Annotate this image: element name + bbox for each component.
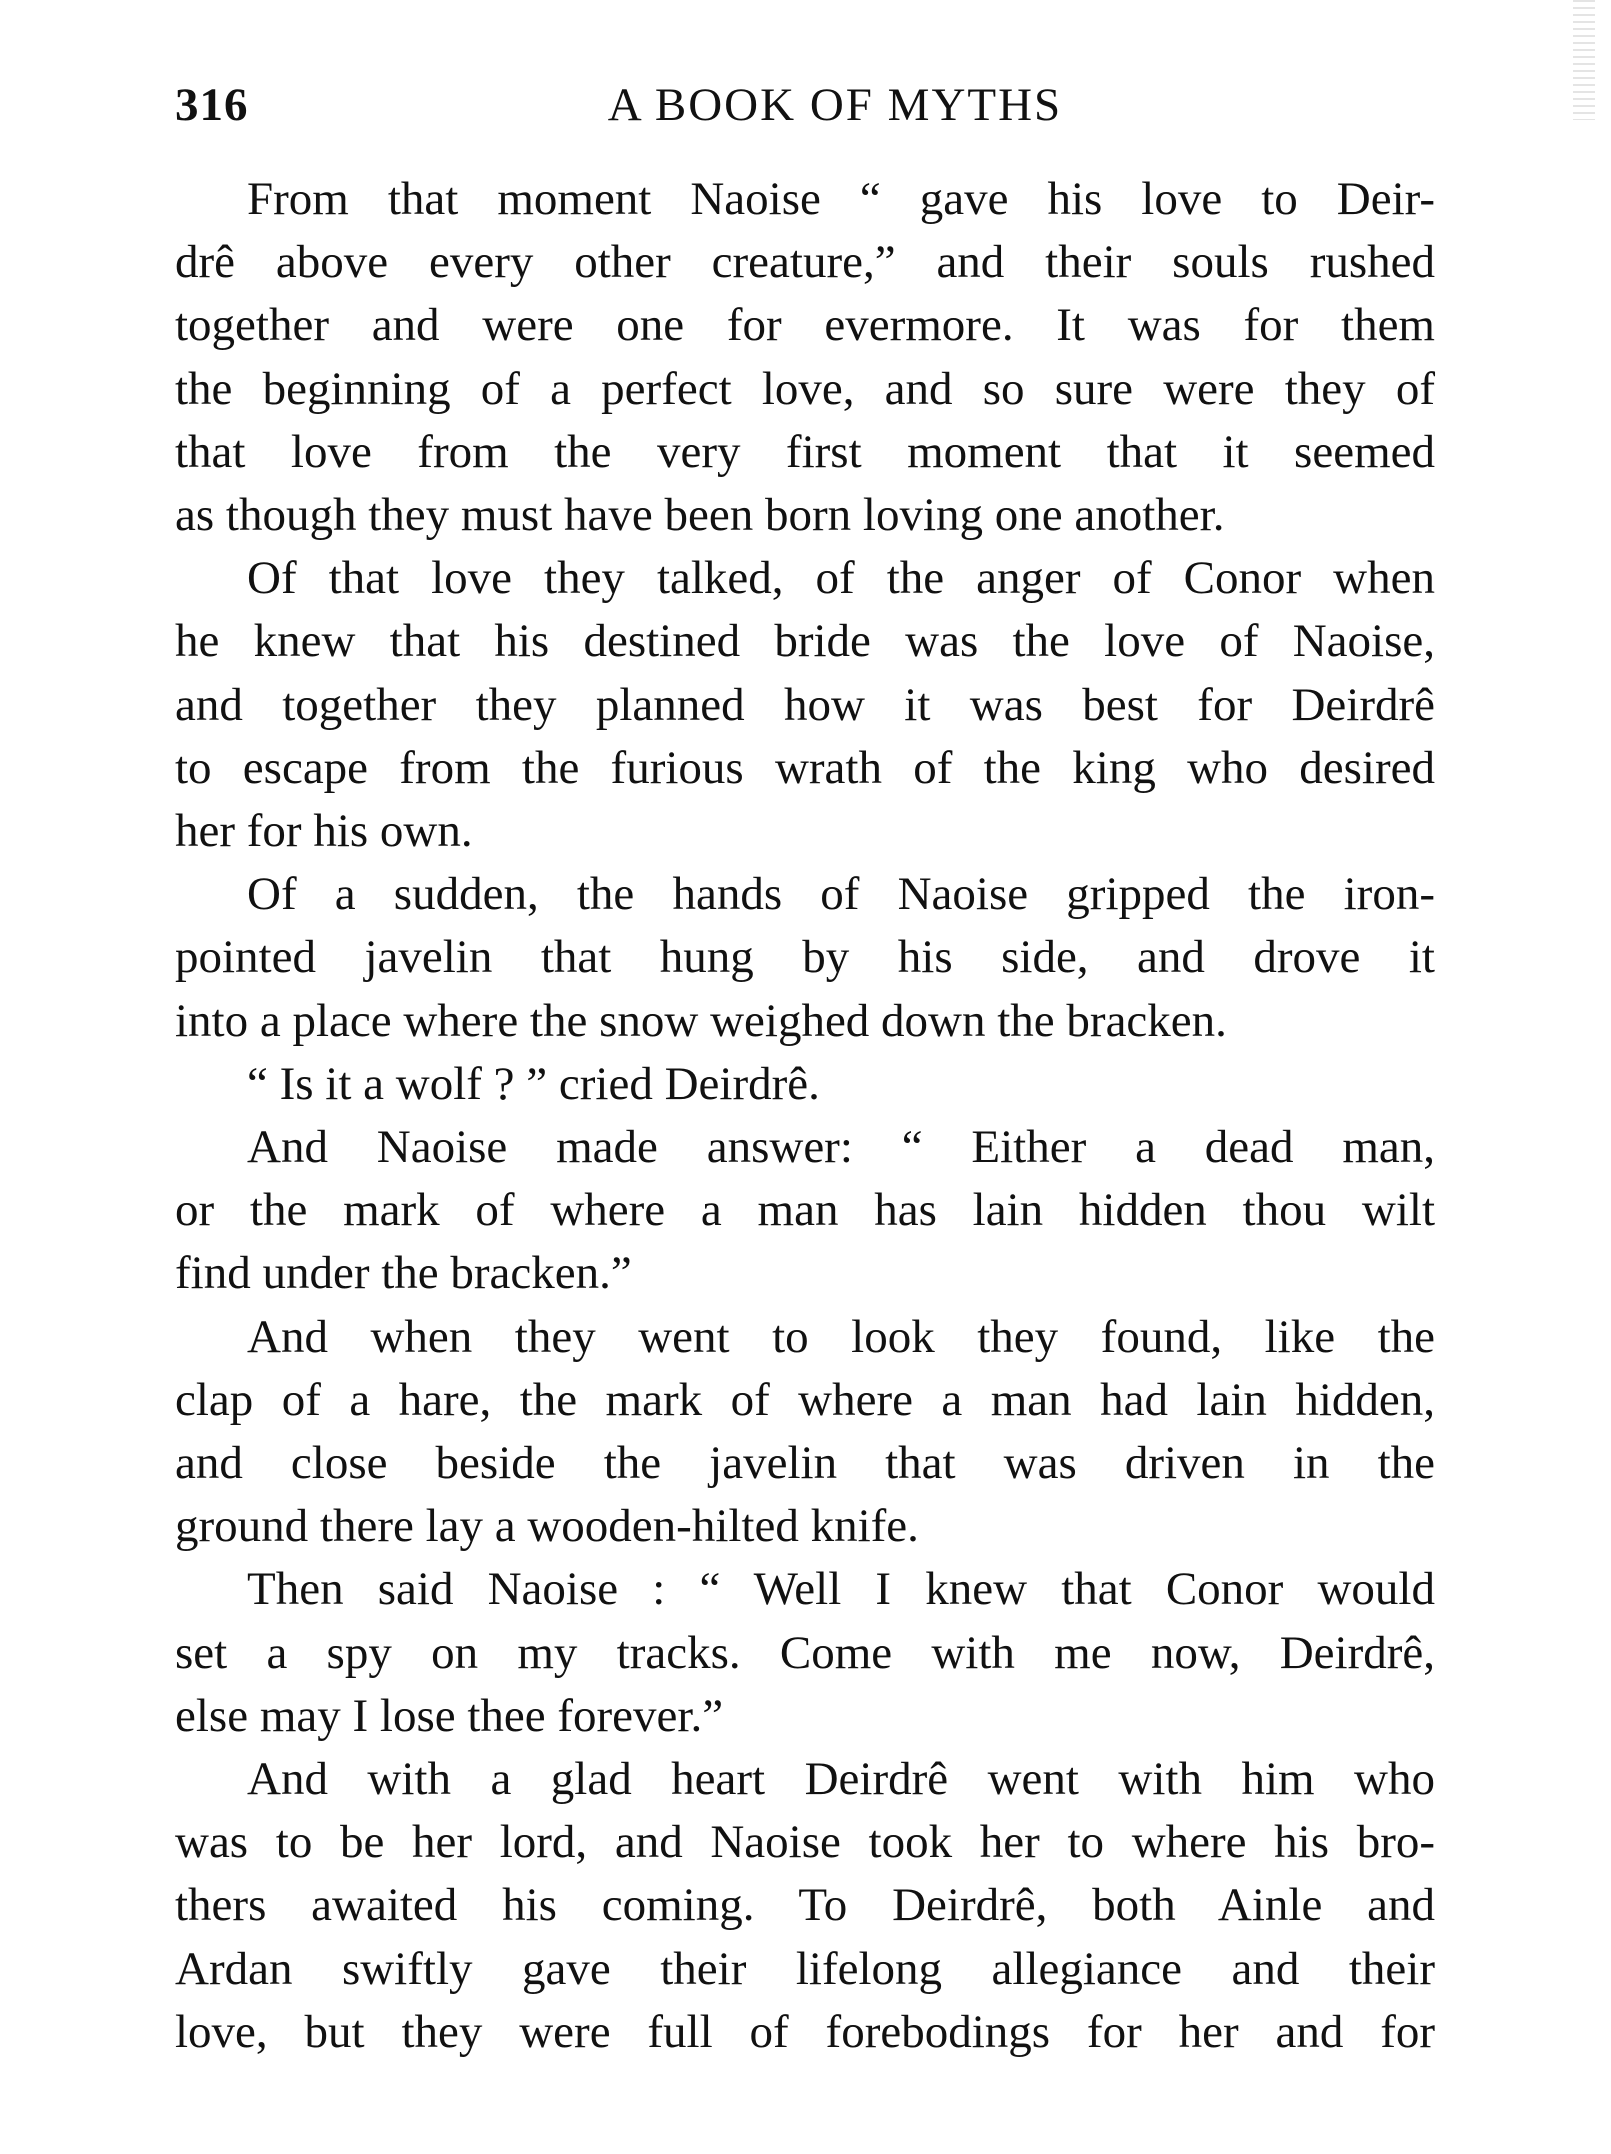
paragraph <box>175 547 1435 863</box>
text-line: her for his own. <box>175 805 473 858</box>
text-line: and close beside the javelin that was driven in the <box>175 1437 1435 1490</box>
paragraph <box>175 1053 1435 1116</box>
text-line: set a spy on my tracks. Come with me now, Deirdrê, <box>175 1626 1435 1679</box>
text-line: the beginning of a perfect love, and so sure were they of <box>175 362 1435 415</box>
scan-edge-mark <box>1573 0 1595 120</box>
text-line: find under the bracken.” <box>175 1247 632 1300</box>
text-line: else may I lose thee forever.” <box>175 1689 724 1742</box>
text-line: And when they went to look they found, like the <box>247 1310 1435 1363</box>
text-line: love, but they were full of forebodings for her and for <box>175 2005 1435 2058</box>
text-line: And Naoise made answer: “ Either a dead man, <box>247 1121 1435 1174</box>
text-line: he knew that his destined bride was the love of Naoise, <box>175 615 1435 668</box>
text-line: and together they planned how it was best for Deirdrê <box>175 678 1435 731</box>
text-line: thers awaited his coming. To Deirdrê, both Ainle and <box>175 1879 1435 1932</box>
paragraph <box>175 168 1435 547</box>
text-line: Ardan swiftly gave their lifelong allegiance and their <box>175 1942 1435 1995</box>
text-line: pointed javelin that hung by his side, and drove it <box>175 931 1435 984</box>
text-line: or the mark of where a man has lain hidden thou wilt <box>175 1184 1435 1237</box>
text-line: Of a sudden, the hands of Naoise gripped the iron- <box>247 868 1435 921</box>
text-line: And with a glad heart Deirdrê went with him who <box>247 1753 1435 1806</box>
text-line: was to be her lord, and Naoise took her to where his bro- <box>175 1816 1435 1869</box>
body-text <box>175 168 1435 2064</box>
text-line: “ Is it a wolf ? ” cried Deirdrê. <box>247 1057 820 1110</box>
text-line: as though they must have been born loving one another. <box>175 489 1225 542</box>
paragraph <box>175 1558 1435 1748</box>
text-line: together and were one for evermore. It was for them <box>175 299 1435 352</box>
page-number: 316 <box>175 79 249 131</box>
paragraph <box>175 1748 1435 2064</box>
text-line: to escape from the furious wrath of the king who desired <box>175 741 1435 794</box>
text-line: Then said Naoise : “ Well I knew that Conor would <box>247 1563 1435 1616</box>
text-line: clap of a hare, the mark of where a man had lain hidden, <box>175 1373 1435 1426</box>
text-line: Of that love they talked, of the anger of Conor when <box>247 552 1435 605</box>
text-line: ground there lay a wooden-hilted knife. <box>175 1500 919 1553</box>
paragraph <box>175 1306 1435 1559</box>
running-title: A BOOK OF MYTHS <box>607 79 1063 131</box>
text-line: From that moment Naoise “ gave his love to Deir- <box>247 173 1435 225</box>
text-line: that love from the very first moment that it seemed <box>175 425 1435 478</box>
text-line: into a place where the snow weighed down the bracken. <box>175 994 1227 1047</box>
running-head <box>175 70 1435 140</box>
text-line: drê above every other creature,” and their souls rushed <box>175 236 1435 289</box>
paragraph <box>175 863 1435 1053</box>
paragraph <box>175 1116 1435 1306</box>
